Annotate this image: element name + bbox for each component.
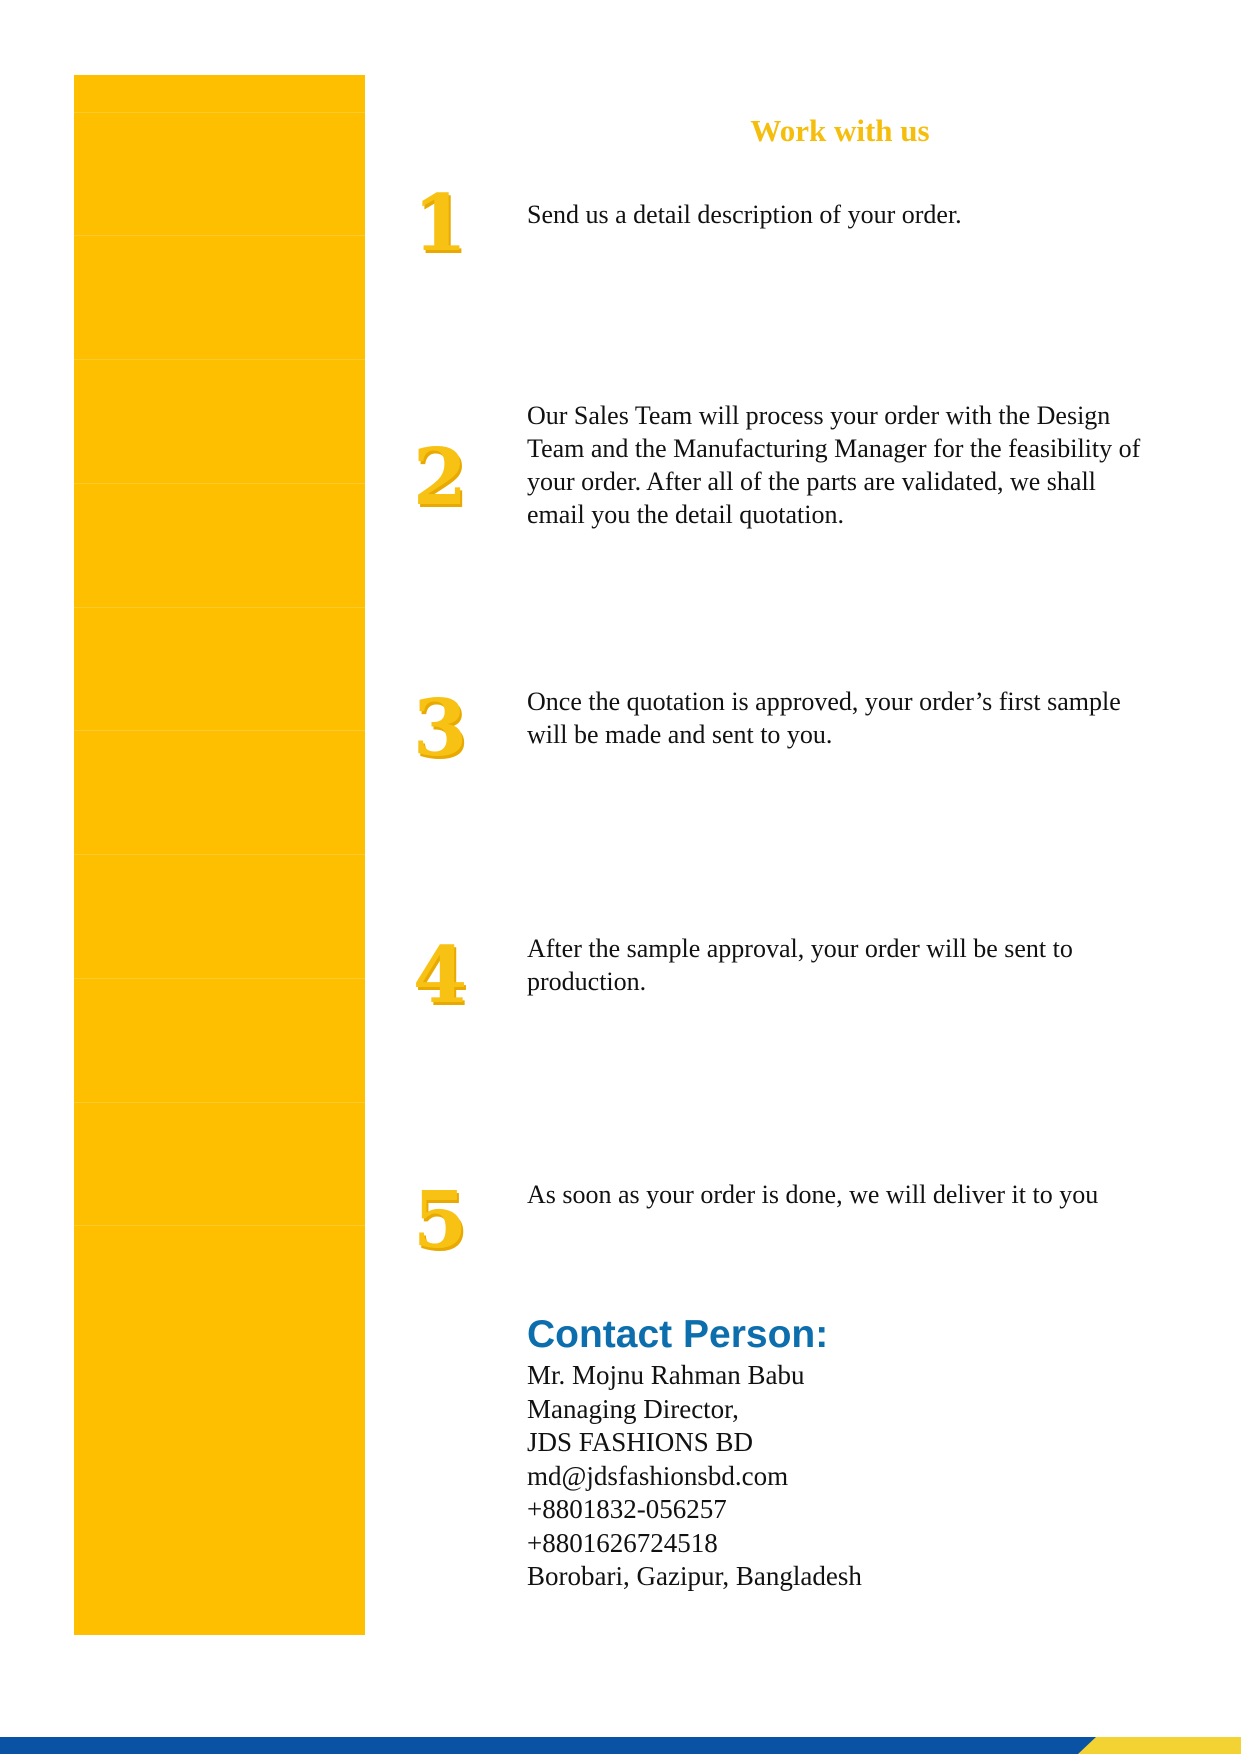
contact-title: Contact Person: — [527, 1313, 829, 1356]
contact-block — [527, 1313, 1127, 1594]
step-number: 1 — [412, 178, 468, 269]
contact-phone-2: +8801626724518 — [527, 1527, 718, 1558]
footer-stripe — [0, 1734, 1241, 1754]
sidebar-divider — [74, 730, 365, 731]
contact-name: Mr. Mojnu Rahman Babu — [527, 1360, 805, 1390]
step-number: 3 — [412, 683, 468, 774]
step-number: 2 — [412, 432, 468, 523]
sidebar-divider — [74, 1102, 365, 1103]
sidebar-divider — [74, 359, 365, 360]
step-description: As soon as your order is done, we will deliver it to you — [527, 1180, 1099, 1209]
step-number: 5 — [412, 1175, 468, 1266]
step-description: Send us a detail description of your order. — [527, 200, 962, 229]
step-description: Our Sales Team will process your order with the Design Team and the Manufacturing Manager for the feasibility of your order. After all of the parts are validated, we shall email you the detail quotation. — [527, 401, 1141, 529]
contact-address: Borobari, Gazipur, Bangladesh — [527, 1561, 862, 1591]
yellow-sidebar-panel — [74, 75, 365, 1635]
step-description: After the sample approval, your order will be sent to production. — [527, 934, 1073, 996]
sidebar-divider — [74, 235, 365, 236]
sidebar-divider — [74, 1225, 365, 1226]
sidebar-divider — [74, 112, 365, 113]
sidebar-divider — [74, 483, 365, 484]
contact-email: md@jdsfashionsbd.com — [527, 1460, 789, 1491]
contact-phone-1: +8801832-056257 — [527, 1494, 727, 1524]
page-heading: Work with us — [750, 113, 930, 148]
contact-company: JDS FASHIONS BD — [527, 1427, 754, 1457]
sidebar-divider — [74, 978, 365, 979]
footer-stripe-graphic — [0, 1734, 1241, 1754]
sidebar-divider — [74, 607, 365, 608]
step-description: Once the quotation is approved, your order’s first sample will be made and sent to you. — [527, 687, 1121, 749]
contact-role: Managing Director, — [527, 1393, 739, 1424]
sidebar-divider — [74, 854, 365, 855]
step-number: 4 — [412, 930, 468, 1021]
